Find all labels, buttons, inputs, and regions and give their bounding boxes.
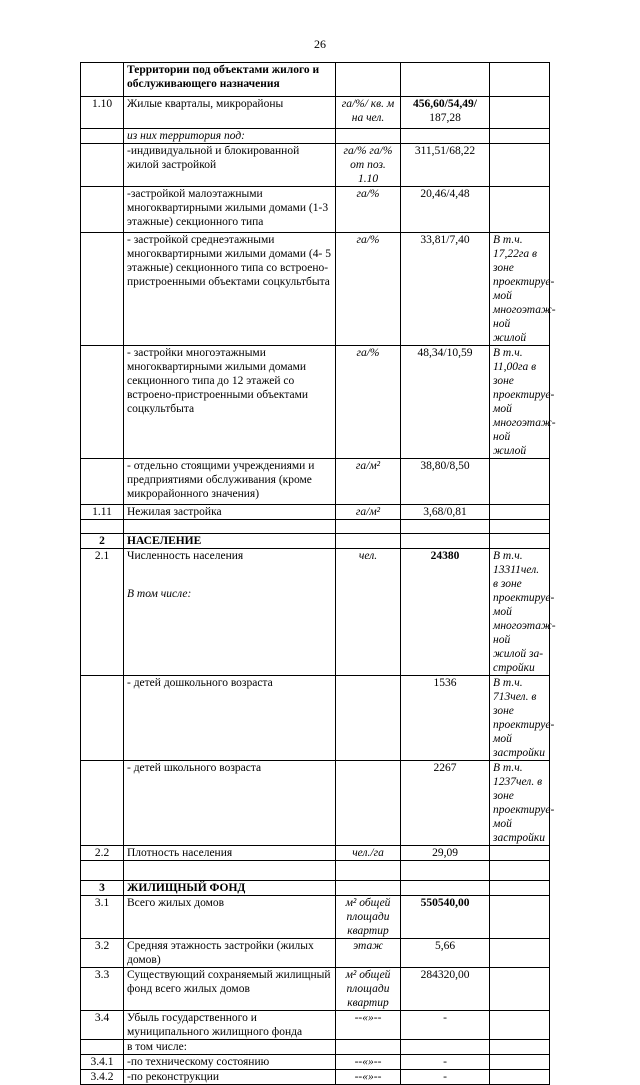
row-unit	[336, 761, 401, 846]
table-row	[81, 63, 550, 97]
table-row	[81, 144, 550, 187]
row-unit	[336, 676, 401, 761]
row-number	[81, 346, 124, 459]
row-value	[401, 233, 490, 346]
row-value-text: 48,34/10,59	[417, 347, 473, 359]
row-value	[401, 144, 490, 187]
row-name-text: Убыль государственного и муниципального жилищного фонда	[127, 1012, 303, 1038]
row-name-text: Всего жилых домов	[127, 897, 225, 909]
row-value-text: 311,51/68,22	[414, 145, 476, 157]
row-value	[401, 939, 490, 968]
row-unit	[336, 520, 401, 534]
row-value-text: 24380	[430, 550, 460, 562]
row-number	[81, 861, 124, 881]
row-name	[124, 144, 336, 187]
row-number: 3	[81, 881, 124, 896]
row-value	[401, 97, 490, 129]
row-value	[401, 896, 490, 939]
row-number: 3.2	[81, 939, 124, 968]
row-value	[401, 676, 490, 761]
row-name	[124, 459, 336, 505]
row-number: 2	[81, 534, 124, 549]
row-value	[401, 520, 490, 534]
row-unit	[336, 881, 401, 896]
table-row	[81, 861, 550, 881]
row-value	[401, 505, 490, 520]
row-name-text: НАСЕЛЕНИЕ	[127, 535, 202, 547]
row-name	[124, 97, 336, 129]
row-name	[124, 534, 336, 549]
row-unit	[336, 1040, 401, 1055]
row-note: В т.ч. 713чел. в зоне проектируе-мой застройки	[490, 676, 550, 761]
row-value-text: 1536	[433, 677, 457, 689]
row-name	[124, 861, 336, 881]
row-number: 1.10	[81, 97, 124, 129]
row-name	[124, 1070, 336, 1085]
row-number: 3.3	[81, 968, 124, 1011]
row-number: 2.1	[81, 549, 124, 676]
row-number: 3.4.1	[81, 1055, 124, 1070]
row-unit	[336, 534, 401, 549]
row-number: 3.1	[81, 896, 124, 939]
indicators-table	[80, 62, 556, 1085]
row-name	[124, 187, 336, 233]
table-row	[81, 1055, 550, 1070]
row-unit: м² общей площади квартир	[336, 968, 401, 1011]
row-number: 1.11	[81, 505, 124, 520]
row-name-text: Территории под объектами жилого и обслуживающего назначения	[127, 64, 320, 90]
row-name	[124, 939, 336, 968]
row-name-text: Нежилая застройка	[127, 506, 222, 518]
table-row	[81, 233, 550, 346]
row-name	[124, 63, 336, 97]
row-name	[124, 1011, 336, 1040]
row-note	[490, 97, 550, 129]
row-value-text: -	[443, 1071, 447, 1083]
row-name-text: Плотность населения	[127, 847, 233, 859]
row-note	[490, 1011, 550, 1040]
table-row	[81, 881, 550, 896]
row-value	[401, 1011, 490, 1040]
row-name-text: - детей дошкольного возраста	[127, 677, 273, 689]
table-row	[81, 520, 550, 534]
row-number: 3.4	[81, 1011, 124, 1040]
table-row	[81, 761, 550, 846]
table-row	[81, 1040, 550, 1055]
row-name	[124, 761, 336, 846]
row-name-subtext: В том числе:	[127, 588, 192, 600]
row-value	[401, 861, 490, 881]
row-note	[490, 459, 550, 505]
table-row	[81, 534, 550, 549]
row-value	[401, 534, 490, 549]
row-name	[124, 520, 336, 534]
row-value-text: 33,81/7,40	[420, 234, 470, 246]
row-note	[490, 520, 550, 534]
row-name	[124, 233, 336, 346]
row-value	[401, 129, 490, 144]
row-number	[81, 1040, 124, 1055]
row-note: В т.ч. 1237чел. в зоне проектируе-мой застройки	[490, 761, 550, 846]
row-note: В т.ч. 17,22га в зоне проектируе-мой многоэтаж-ной жилой	[490, 233, 550, 346]
table-row	[81, 346, 550, 459]
row-note	[490, 896, 550, 939]
row-unit: --«»--	[336, 1011, 401, 1040]
row-note	[490, 881, 550, 896]
table-row	[81, 459, 550, 505]
table-row	[81, 129, 550, 144]
row-value-text: 3,68/0,81	[423, 506, 467, 518]
row-name-text: -по реконструкции	[127, 1071, 220, 1083]
row-number	[81, 187, 124, 233]
table-row	[81, 846, 550, 861]
row-unit: га/%/ кв. м на чел.	[336, 97, 401, 129]
row-value-text: 2267	[433, 762, 457, 774]
row-note	[490, 939, 550, 968]
row-unit: га/%	[336, 233, 401, 346]
row-unit: га/%	[336, 346, 401, 459]
row-unit: га/м²	[336, 505, 401, 520]
row-name	[124, 846, 336, 861]
row-note	[490, 129, 550, 144]
row-name	[124, 1055, 336, 1070]
row-name-text: Численность населения	[127, 550, 244, 562]
row-value	[401, 459, 490, 505]
row-name-text: Жилые кварталы, микрорайоны	[127, 98, 284, 110]
row-number	[81, 459, 124, 505]
row-name-text: из них территория под:	[127, 130, 245, 142]
row-note	[490, 187, 550, 233]
row-value-text: 29,09	[432, 847, 458, 859]
row-unit	[336, 63, 401, 97]
row-value-text: 550540,00	[420, 897, 470, 909]
table-row	[81, 939, 550, 968]
row-number	[81, 520, 124, 534]
row-note	[490, 1040, 550, 1055]
table-row	[81, 97, 550, 129]
page-number: 26	[314, 37, 326, 51]
row-name-text: Средняя этажность застройки (жилых домов)	[127, 940, 314, 966]
row-unit: чел.	[336, 549, 401, 676]
row-name-text: -по техническому состоянию	[127, 1056, 270, 1068]
row-number	[81, 233, 124, 346]
row-note	[490, 846, 550, 861]
row-name-text: Существующий сохраняемый жилищный фонд всего жилых домов	[127, 969, 331, 995]
row-unit	[336, 129, 401, 144]
row-value	[401, 1040, 490, 1055]
row-value	[401, 187, 490, 233]
row-value	[401, 1070, 490, 1085]
row-note	[490, 1070, 550, 1085]
row-value-text: 20,46/4,48	[420, 188, 470, 200]
row-unit: чел./га	[336, 846, 401, 861]
table-row	[81, 1070, 550, 1085]
row-note	[490, 505, 550, 520]
row-name-text: -индивидуальной и блокированной жилой застройкой	[127, 145, 300, 171]
row-number	[81, 63, 124, 97]
row-number	[81, 676, 124, 761]
row-note	[490, 861, 550, 881]
row-value-text: 456,60/54,49/	[413, 98, 477, 110]
row-unit: --«»--	[336, 1055, 401, 1070]
row-name-text: в том числе:	[127, 1041, 187, 1053]
row-number	[81, 129, 124, 144]
row-value	[401, 1055, 490, 1070]
row-number	[81, 144, 124, 187]
row-name-text: -застройкой малоэтажными многоквартирными жилыми домами (1-3 этажные) секционного типа	[127, 188, 329, 228]
row-note	[490, 144, 550, 187]
row-name	[124, 1040, 336, 1055]
row-name	[124, 346, 336, 459]
row-unit: га/%	[336, 187, 401, 233]
row-value-text: 284320,00	[420, 969, 470, 981]
row-unit: га/% га/% от поз. 1.10	[336, 144, 401, 187]
row-value-text: -	[443, 1012, 447, 1024]
row-value-text: 5,66	[434, 940, 456, 952]
row-name	[124, 676, 336, 761]
row-value	[401, 968, 490, 1011]
row-name-text: - застройки многоэтажными многоквартирными жилыми домами секционного типа до 12 этажей со встроено-пристроенными объектами соцкультбыта	[127, 347, 309, 415]
row-value-text: 38,80/8,50	[420, 460, 470, 472]
row-number	[81, 761, 124, 846]
row-value-text-2: 187,28	[429, 112, 461, 124]
table-row	[81, 968, 550, 1011]
row-name-text: ЖИЛИЩНЫЙ ФОНД	[127, 882, 246, 894]
row-number: 3.4.2	[81, 1070, 124, 1085]
row-value	[401, 761, 490, 846]
row-value	[401, 881, 490, 896]
table-row	[81, 505, 550, 520]
row-unit	[336, 861, 401, 881]
row-value-text: -	[443, 1056, 447, 1068]
row-note: В т.ч. 11,00га в зоне проектируе-мой многоэтаж-ной жилой	[490, 346, 550, 459]
table-row	[81, 549, 550, 676]
row-name	[124, 505, 336, 520]
table-row	[81, 1011, 550, 1040]
row-number: 2.2	[81, 846, 124, 861]
row-name-text: - детей школьного возраста	[127, 762, 262, 774]
row-note	[490, 968, 550, 1011]
row-name	[124, 968, 336, 1011]
row-note	[490, 534, 550, 549]
row-unit: га/м²	[336, 459, 401, 505]
row-name-text: - отдельно стоящими учреждениями и предприятиями обслуживания (кроме микрорайонного значения)	[127, 460, 315, 500]
row-name	[124, 549, 336, 676]
row-value	[401, 346, 490, 459]
row-unit: --«»--	[336, 1070, 401, 1085]
row-value	[401, 846, 490, 861]
row-unit: этаж	[336, 939, 401, 968]
row-unit: м² общей площади квартир	[336, 896, 401, 939]
row-note: В т.ч. 13311чел. в зоне проектируе-мой многоэтаж-ной жилой за-стройки	[490, 549, 550, 676]
row-name-text: - застройкой среднеэтажными многоквартирными жилыми домами (4- 5 этажные) секционного типа со встроено-пристроенными объектами соцкультбыта	[127, 234, 331, 288]
row-note	[490, 1055, 550, 1070]
row-name	[124, 129, 336, 144]
row-value	[401, 63, 490, 97]
row-name	[124, 896, 336, 939]
row-value	[401, 549, 490, 676]
table-row	[81, 896, 550, 939]
table-row	[81, 187, 550, 233]
row-note	[490, 63, 550, 97]
table-row	[81, 676, 550, 761]
row-name	[124, 881, 336, 896]
